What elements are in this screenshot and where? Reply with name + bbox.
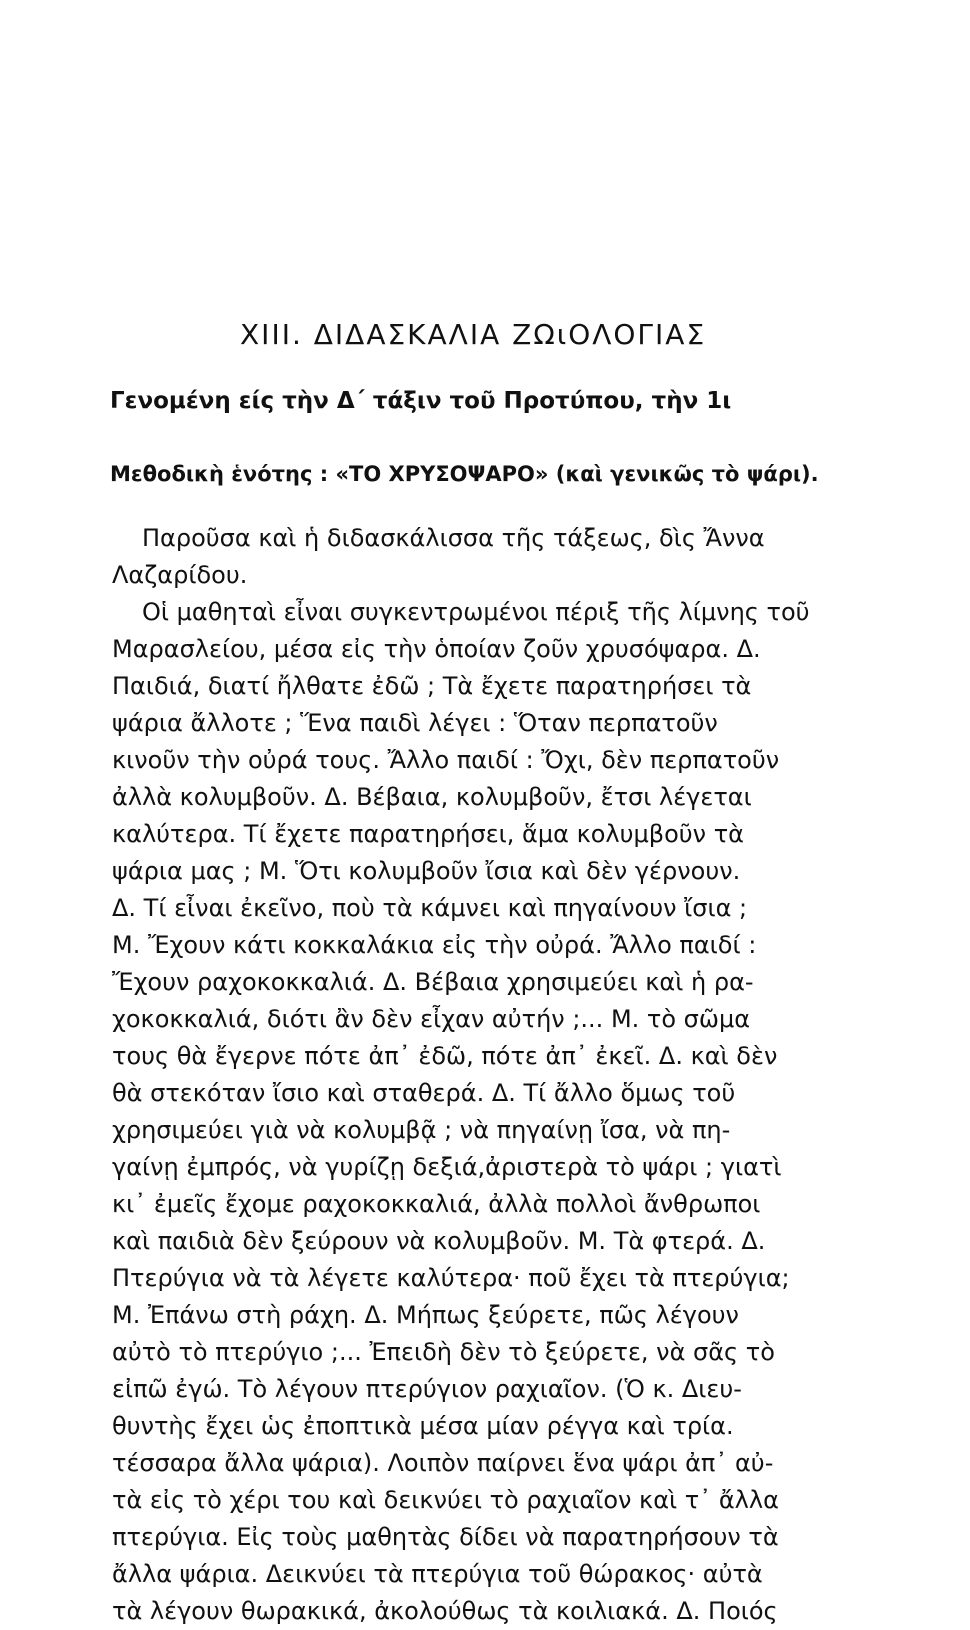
body-line: κι᾽ ἐμεῖς ἔχομε ραχοκοκκαλιά, ἀλλὰ πολλοὶ ἄνθρωποι: [112, 1190, 761, 1218]
body-line: Πτερύγια νὰ τὰ λέγετε καλύτερα· ποῦ ἔχει τὰ πτερύγια;: [112, 1264, 790, 1292]
body-line: ψάρια ἄλλοτε ; Ἕνα παιδὶ λέγει : Ὅταν περπατοῦν: [112, 709, 718, 737]
body-line: ἄλλα ψάρια. Δεικνύει τὰ πτερύγια τοῦ θώρακος· αὐτὰ: [112, 1560, 763, 1588]
body-line: Μ. Ἔχουν κάτι κοκκαλάκια εἰς τὴν οὐρά. Ἄλλο παιδί :: [112, 931, 757, 959]
body-line: Λαζαρίδου.: [112, 561, 248, 589]
body-line: Οἱ μαθηταὶ εἶναι συγκεντρωμένοι πέριξ τῆς λίμνης τοῦ: [142, 598, 810, 626]
body-line: Παροῦσα καὶ ἡ διδασκάλισσα τῆς τάξεως, δὶς Ἄννα: [142, 524, 765, 552]
body-line: χρησιμεύει γιὰ νὰ κολυμβᾷ ; νὰ πηγαίνῃ ἴσα, νὰ πη-: [112, 1116, 731, 1144]
body-line: ἀλλὰ κολυμβοῦν. Δ. Βέβαια, κολυμβοῦν, ἔτσι λέγεται: [112, 783, 752, 811]
body-line: τὰ λέγουν θωρακικά, ἀκολούθως τὰ κοιλιακά. Δ. Ποιός: [112, 1597, 778, 1625]
lesson-subtitle: Γενομένη είς τὴν Δ΄ τάξιν τοῦ Προτύπου, τὴν 1ι: [110, 388, 732, 414]
body-line: ψάρια μας ; Μ. Ὅτι κολυμβοῦν ἴσια καὶ δὲν γέρνουν.: [112, 857, 741, 885]
body-line: θυντὴς ἔχει ὡς ἐποπτικὰ μέσα μίαν ρέγγα καὶ τρία.: [112, 1412, 734, 1440]
body-line: καλύτερα. Τί ἔχετε παρατηρήσει, ἅμα κολυμβοῦν τὰ: [112, 820, 744, 848]
body-line: τὰ εἰς τὸ χέρι του καὶ δεικνύει τὸ ραχιαῖον καὶ τ᾽ ἄλλα: [112, 1486, 779, 1514]
body-line: Ἔχουν ραχοκοκκαλιά. Δ. Βέβαια χρησιμεύει καὶ ἡ ρα-: [112, 968, 754, 996]
body-line: αὐτὸ τὸ πτερύγιο ;... Ἐπειδὴ δὲν τὸ ξεύρετε, νὰ σᾶς τὸ: [112, 1338, 775, 1366]
body-line: θὰ στεκόταν ἴσιο καὶ σταθερά. Δ. Τί ἄλλο ὅμως τοῦ: [112, 1079, 736, 1107]
body-line: εἰπῶ ἐγώ. Τὸ λέγουν πτερύγιον ραχιαῖον. (Ὁ κ. Διευ-: [112, 1375, 742, 1403]
body-line: γαίνῃ ἐμπρός, νὰ γυρίζῃ δεξιά,ἀριστερὰ τὸ ψάρι ; γιατὶ: [112, 1153, 782, 1181]
chapter-title: XIII. ΔΙΔΑΣΚΑΛΙΑ ΖΩιΟΛΟΓΙΑΣ: [240, 318, 707, 351]
body-line: τους θὰ ἔγερνε πότε ἀπ᾽ ἐδῶ, πότε ἀπ᾽ ἐκεῖ. Δ. καὶ δὲν: [112, 1042, 778, 1070]
body-line: καὶ παιδιὰ δὲν ξεύρουν νὰ κολυμβοῦν. Μ. Τὰ φτερά. Δ.: [112, 1227, 766, 1255]
body-line: Μ. Ἐπάνω στὴ ράχη. Δ. Μήπως ξεύρετε, πῶς λέγουν: [112, 1301, 739, 1329]
body-text: [112, 520, 912, 1630]
body-line: Παιδιά, διατί ἤλθατε ἐδῶ ; Τὰ ἔχετε παρατηρήσει τὰ: [112, 672, 752, 700]
body-line: πτερύγια. Εἰς τοὺς μαθητὰς δίδει νὰ παρατηρήσουν τὰ: [112, 1523, 779, 1551]
body-line: Δ. Τί εἶναι ἐκεῖνο, ποὺ τὰ κάμνει καὶ πηγαίνουν ἴσια ;: [112, 894, 748, 922]
body-line: χοκοκκαλιά, διότι ἂν δὲν εἶχαν αὐτήν ;... Μ. τὸ σῶμα: [112, 1005, 751, 1033]
body-line: τέσσαρα ἄλλα ψάρια). Λοιπὸν παίρνει ἕνα ψάρι ἀπ᾽ αὐ-: [112, 1449, 774, 1477]
body-line: Μαρασλείου, μέσα εἰς τὴν ὁποίαν ζοῦν χρυσόψαρα. Δ.: [112, 635, 761, 663]
body-line: κινοῦν τὴν οὐρά τους. Ἄλλο παιδί : Ὄχι, δὲν περπατοῦν: [112, 746, 780, 774]
methodical-unit-line: Μεθοδικὴ ἑνότης : «ΤΟ ΧΡΥΣΟΨΑΡΟ» (καὶ γενικῶς τὸ ψάρι).: [110, 462, 819, 486]
